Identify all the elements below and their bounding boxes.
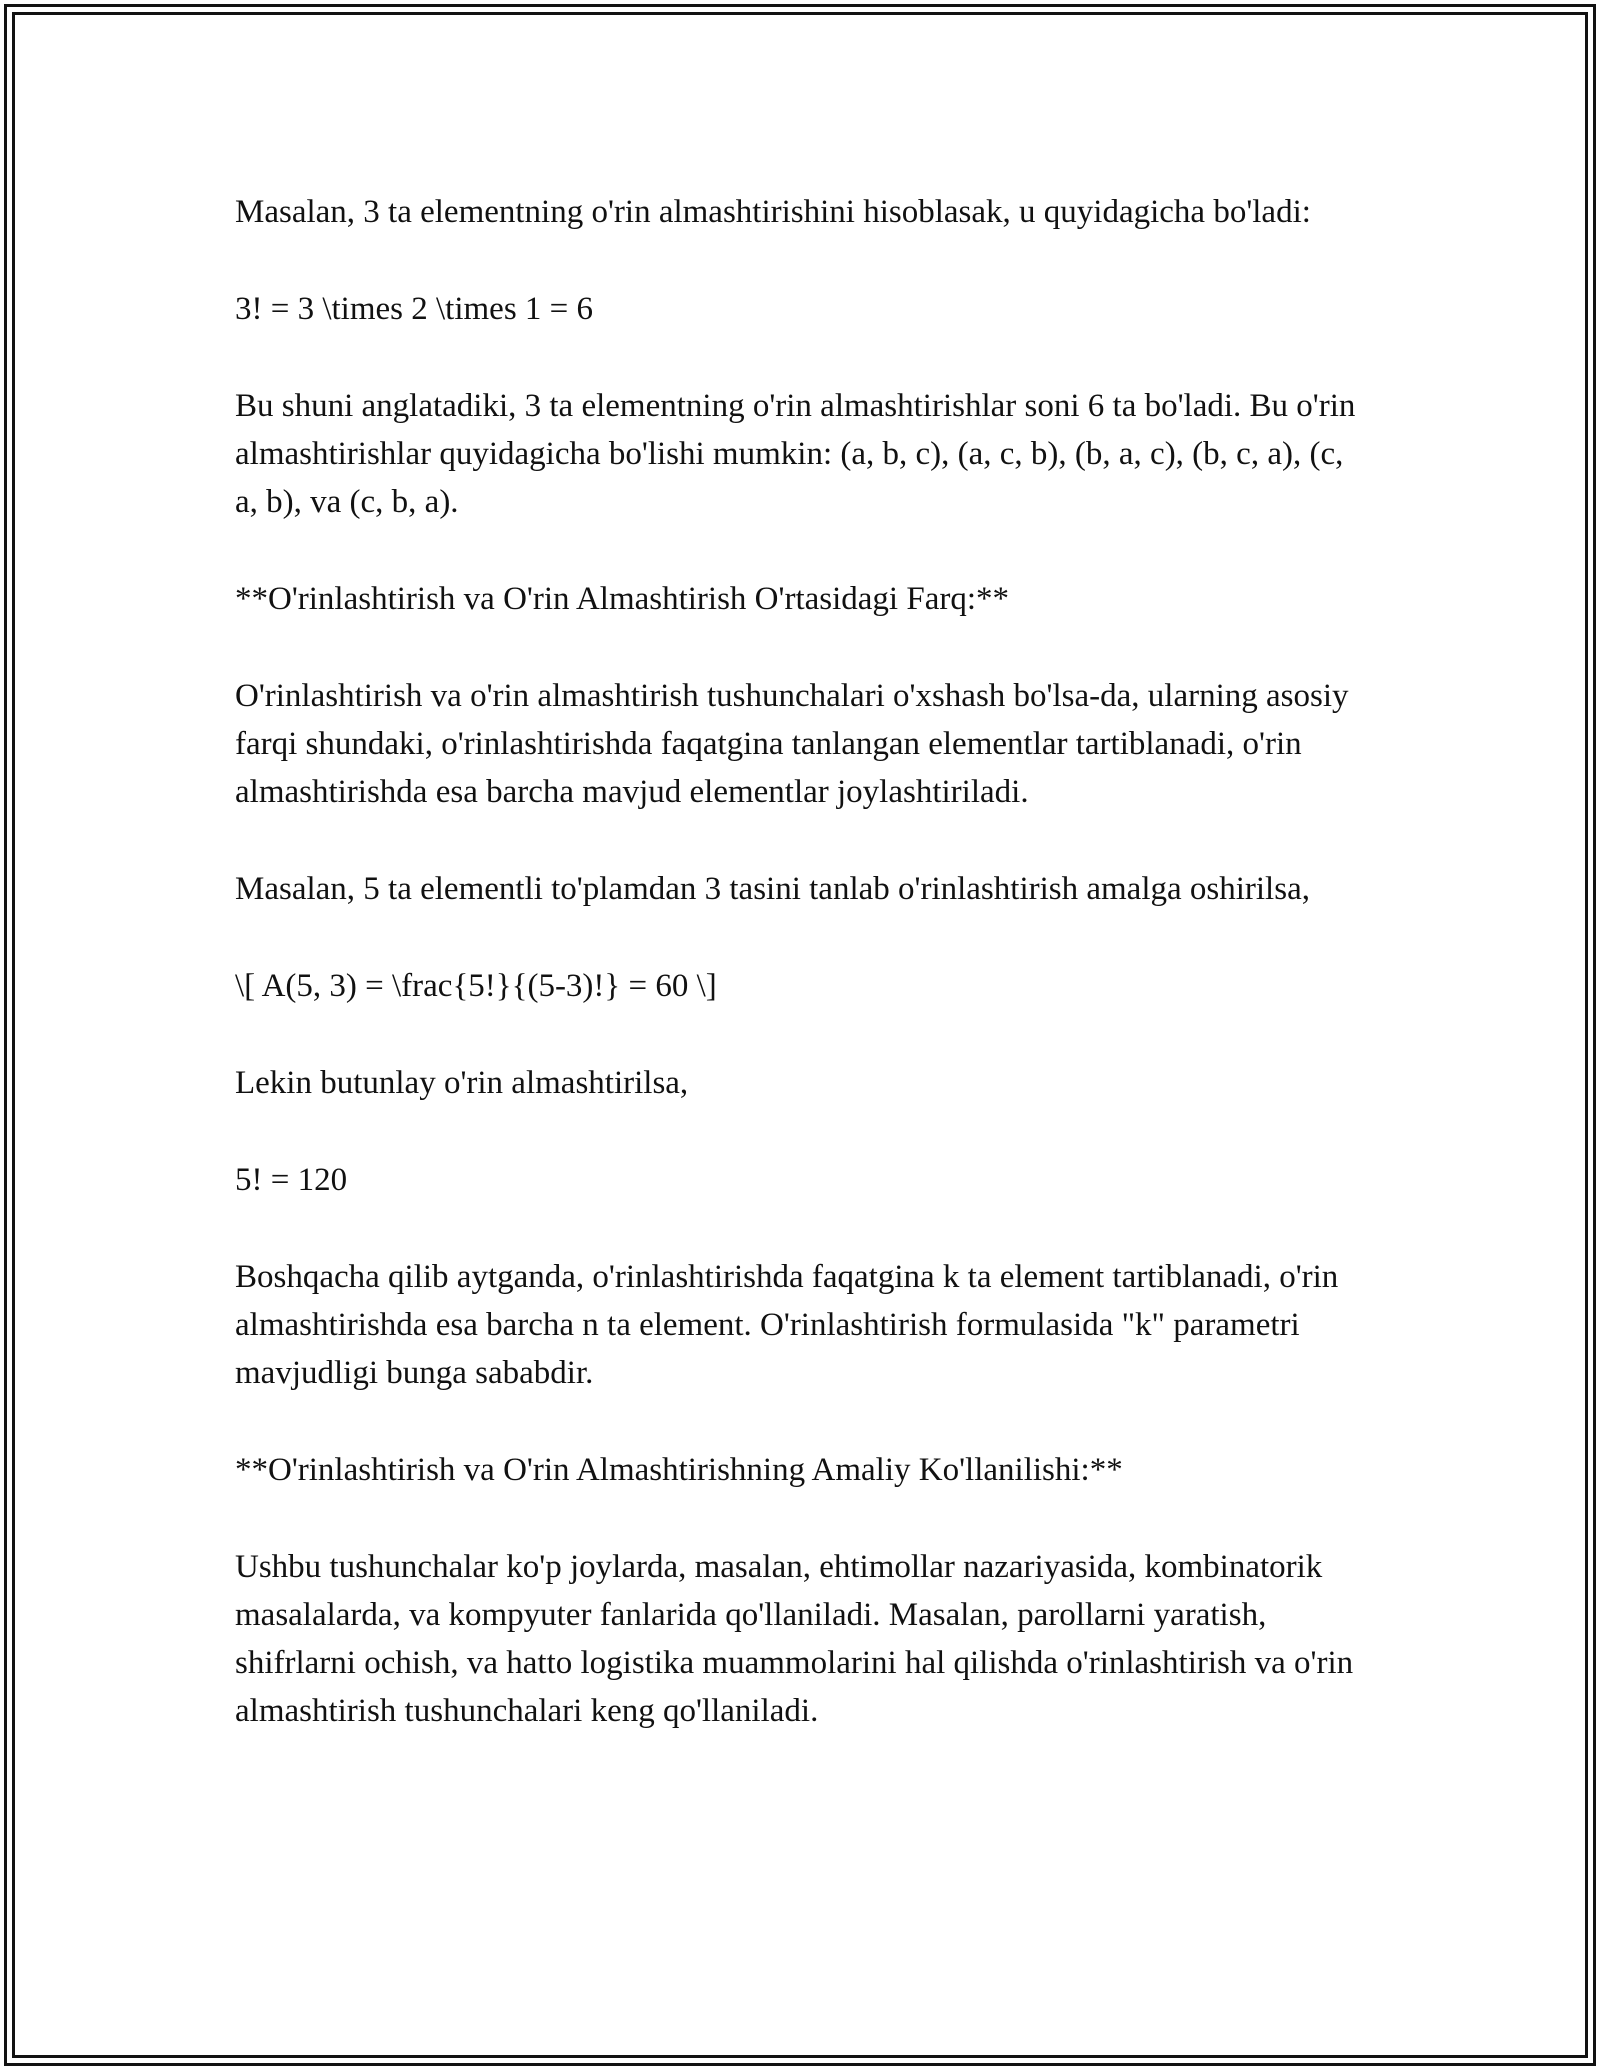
- paragraph-applications: Ushbu tushunchalar ko'p joylarda, masalan, ehtimollar nazariyasida, kombinatorik masalalarda, va kompyuter fanlarida qo'llaniladi. Masalan, parollarni yaratish, shifrlarni ochish, va hatto logistika muammolarini hal qilishda o'rinlashtirish va o'rin almashtirish tushunchalari keng qo'llaniladi.: [235, 1549, 1354, 1729]
- paragraph-arrangement-example: Masalan, 5 ta elementli to'plamdan 3 tasini tanlab o'rinlashtirish amalga oshirilsa,: [235, 871, 1310, 907]
- formula-arrangement: \[ A(5, 3) = \frac{5!}{(5-3)!} = 60 \]: [235, 968, 717, 1004]
- paragraph-summary: Boshqacha qilib aytganda, o'rinlashtirishda faqatgina k ta element tartiblanadi, o'rin almashtirishda esa barcha n ta element. O'rinlashtirish formulasida "k" parametri mavjudligi bunga sababdir.: [235, 1259, 1339, 1391]
- section-heading-applications: **O'rinlashtirish va O'rin Almashtirishning Amaliy Ko'llanilishi:**: [235, 1452, 1123, 1488]
- paragraph-difference-explanation: O'rinlashtirish va o'rin almashtirish tushunchalari o'xshash bo'lsa-da, ularning asosiy farqi shundaki, o'rinlashtirishda faqatgina tanlangan elementlar tartiblanadi, o'rin almashtirishda esa barcha mavjud elementlar joylashtiriladi.: [235, 678, 1349, 810]
- formula-3-factorial: 3! = 3 \times 2 \times 1 = 6: [235, 291, 594, 327]
- paragraph-full-permutation: Lekin butunlay o'rin almashtirilsa,: [235, 1065, 689, 1101]
- document-body: [235, 188, 1365, 1735]
- paragraph-permutation-list: Bu shuni anglatadiki, 3 ta elementning o'rin almashtirishlar soni 6 ta bo'ladi. Bu o'rin almashtirishlar quyidagicha bo'lishi mumkin: (a, b, c), (a, c, b), (b, a, c), (b, c, a), (c, a, b), va (c, b, a).: [235, 388, 1356, 520]
- paragraph-example-intro: Masalan, 3 ta elementning o'rin almashtirishini hisoblasak, u quyidagicha bo'ladi:: [235, 194, 1311, 230]
- formula-5-factorial: 5! = 120: [235, 1162, 348, 1198]
- section-heading-difference: **O'rinlashtirish va O'rin Almashtirish O'rtasidagi Farq:**: [235, 581, 1010, 617]
